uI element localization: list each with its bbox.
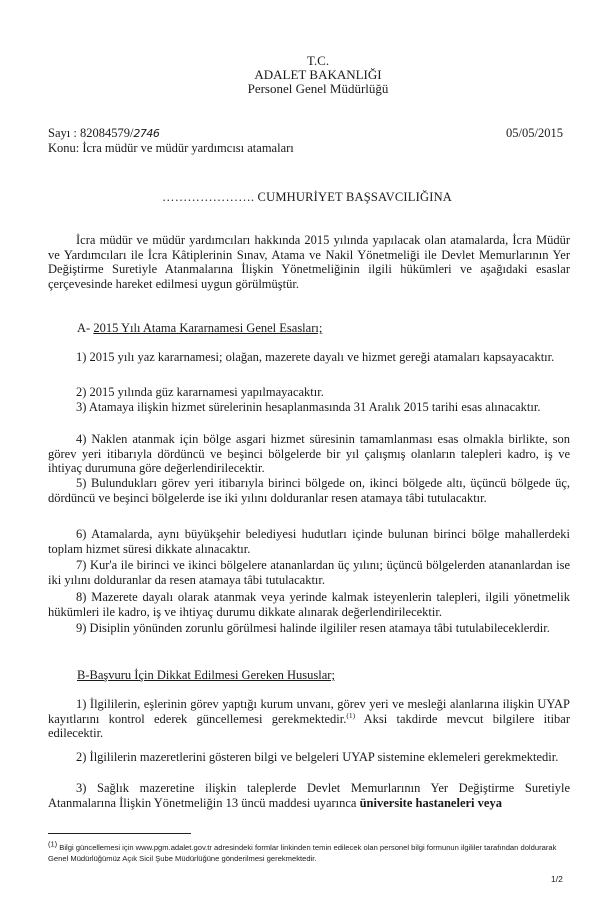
header-department: Personel Genel Müdürlüğü: [247, 81, 389, 96]
reference-number: [48, 126, 159, 141]
section-a-item-1: 1) 2015 yılı yaz kararnamesi; olağan, mazerete dayalı ve hizmet gereği atamaları kapsayacaktır.: [76, 350, 555, 364]
section-a-item-5: 5) Bulundukları görev yeri itibarıyla birinci bölgede on, ikinci bölgede altı, üçüncü bölgede üç, dördüncü ve beşinci bölgelerde ise iki yılını dolduranlar resen atamaya tâbi tutulacaktır.: [48, 476, 570, 505]
section-a-heading: [77, 321, 322, 336]
section-b-item-1-tail: Aksi takdirde mevcut bilgilere itibar edilecektir.: [48, 711, 571, 741]
section-b-item-2: 2) İlgililerin mazeretlerini gösteren bilgi ve belgeleri UYAP sistemine eklemeleri gerekmektedir.: [76, 750, 559, 764]
section-a-item-3: 3) Atamaya ilişkin hizmet sürelerinin hesaplanmasında 31 Aralık 2015 tarihi esas alınacaktır.: [76, 400, 541, 414]
section-b-item-3-text: 3) Sağlık mazeretine ilişkin taleplerde Devlet Memurlarının Yer Değiştirme Suretiyle Atanmalarına İlişkin Yönetmeliğin 13 üncü maddesi uyarınca: [48, 781, 570, 810]
document-date: 05/05/2015: [506, 126, 563, 140]
section-a-title: 2015 Yılı Atama Kararnamesi Genel Esasları;: [93, 321, 323, 335]
section-b-item-1-text: 1) İlgililerin, eşlerinin görev yaptığı kurum unvanı, görev yeri ve mesleği alanlarına ilişkin UYAP kayıtlarını kontrol ederek güncellemesi gerekmektedir.: [48, 697, 570, 726]
section-b-item-3: [48, 781, 570, 810]
page-number: 1/2: [551, 874, 563, 884]
footnote-text: Bilgi güncellemesi için www.pgm.adalet.gov.tr adresindeki formlar linkinden temin edilecek olan personel bilgi formunun ilgililer tarafından doldurarak Genel Müdürlüğümüz Açık Sicil Şube Müdürlüğüne gönderilmesi gerekmektedir.: [48, 843, 557, 863]
header-ministry: ADALET BAKANLIĞI: [254, 67, 382, 82]
section-b-title: B-Başvuru İçin Dikkat Edilmesi Gereken Hususlar;: [77, 668, 335, 682]
section-a-item-7: 7) Kur'a ile birinci ve ikinci bölgelere atananlardan üç yılını; üçüncü bölgelerden atananlardan ise iki yılını dolduranlar da resen atamaya tâbi tutulacaktır.: [48, 558, 570, 587]
section-a-item-9: 9) Disiplin yönünden zorunlu görülmesi halinde ilgililer resen atamaya tâbi tutulabileceklerdir.: [76, 621, 550, 635]
section-b-item-1: [48, 697, 570, 741]
intro-paragraph: İcra müdür ve müdür yardımcıları hakkında 2015 yılında yapılacak olan atamalarda, İcra Müdür ve Yardımcıları ile İcra Kâtiplerinin Sınav, Atama ve Nakil Yönetmeliği ile Devlet Memurlarının Yer Değiştirme Suretiyle Atanmalarına İlişkin Yönetmeliğinin ilgili hükümleri ve aşağıdaki esaslar çerçevesinde hareket edilmesi uygun görülmüştür.: [48, 233, 570, 291]
reference-label: Sayı : 82084579/: [48, 126, 134, 140]
section-a-item-2: 2) 2015 yılında güz kararnamesi yapılmayacaktır.: [76, 385, 324, 399]
footnote-reference: (1): [346, 710, 356, 720]
footnote-divider: [48, 833, 191, 834]
footnote: [48, 839, 572, 864]
header-tc: T.C.: [306, 53, 330, 68]
subject-line: Konu: İcra müdür ve müdür yardımcısı atamaları: [48, 141, 294, 155]
section-b-item-3-bold: üniversite hastaneleri veya: [359, 795, 502, 810]
section-a-prefix: A-: [77, 321, 94, 335]
section-a-item-6: 6) Atamalarda, aynı büyükşehir belediyesi hudutları içinde bulunan birinci bölge mahallerdeki toplam hizmet süresi dikkate alınacaktır.: [48, 527, 570, 556]
section-a-item-4: 4) Naklen atanmak için bölge asgari hizmet süresinin tamamlanması esas olmakla birlikte, son görev yeri itibarıyla dördüncü ve beşinci bölgelerde bir yıl çalışmış olanların talepleri kadro, iş ve ihtiyaç durumuna göre değerlendirilecektir.: [48, 432, 570, 476]
footnote-mark: (1): [48, 839, 58, 849]
section-a-item-8: 8) Mazerete dayalı olarak atanmak veya yerinde kalmak isteyenlerin talepleri, ilgili yönetmelik hükümleri ile kadro, iş ve ihtiyaç durumu dikkate alınarak değerlendirilecektir.: [48, 590, 570, 619]
addressee: …………………. CUMHURİYET BAŞSAVCILIĞINA: [162, 190, 453, 204]
handwritten-number: 2746: [133, 127, 160, 140]
section-b-heading: [77, 668, 335, 683]
